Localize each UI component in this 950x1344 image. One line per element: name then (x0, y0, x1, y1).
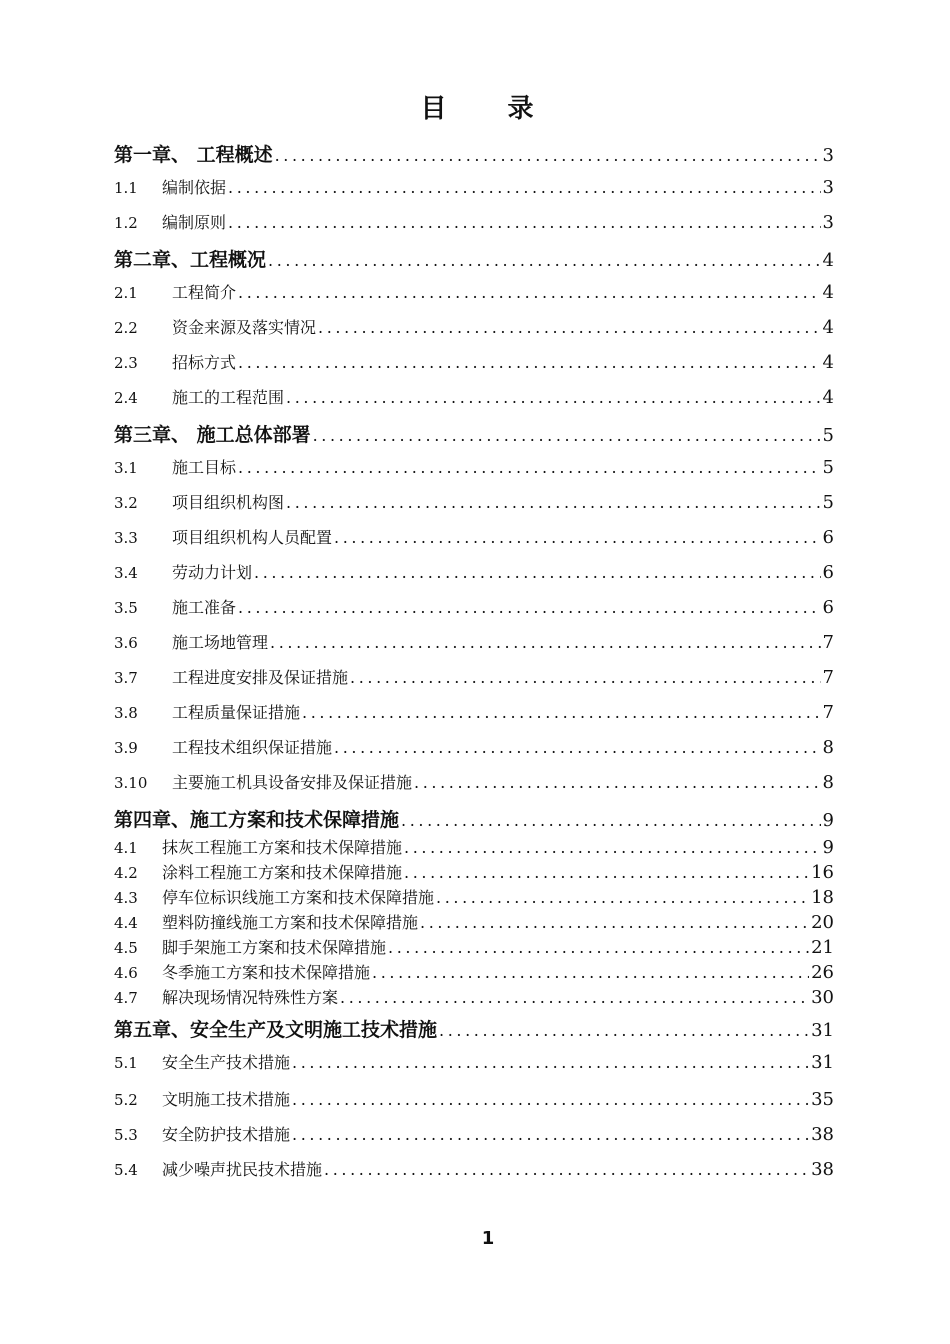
toc-entry-label: 脚手架施工方案和技术保障措施 (162, 938, 387, 957)
toc-page-number: 3 (822, 145, 834, 166)
dot-leader (238, 458, 821, 477)
toc-page-number: 3 (822, 212, 834, 233)
toc-chapter-row[interactable] (114, 245, 834, 272)
toc-entry-label: 涂料工程施工方案和技术保障措施 (162, 863, 403, 882)
dot-leader (286, 493, 821, 512)
toc-page-number: 3 (822, 177, 834, 198)
dot-leader (292, 1125, 809, 1144)
dot-leader (404, 863, 809, 882)
toc-section-row[interactable] (114, 175, 834, 198)
toc-entry-label: 项目组织机构人员配置 (172, 528, 333, 547)
dot-leader (302, 703, 821, 722)
toc-section-row[interactable] (114, 910, 834, 933)
dot-leader (238, 283, 821, 302)
dot-leader (404, 838, 821, 857)
dot-leader (420, 913, 809, 932)
dot-leader (334, 528, 821, 547)
toc-entry-label: 施工场地管理 (172, 633, 269, 652)
section-number: 4.5 (114, 939, 138, 957)
section-number: 3.1 (114, 459, 138, 477)
toc-section-row[interactable] (114, 700, 834, 723)
dot-leader (436, 888, 809, 907)
toc-entry-label: 塑料防撞线施工方案和技术保障措施 (162, 913, 419, 932)
toc-page-number: 6 (822, 597, 834, 618)
toc-section-row[interactable] (114, 1122, 834, 1145)
toc-section-row[interactable] (114, 385, 834, 408)
page-number: 1 (481, 1228, 495, 1249)
toc-section-row[interactable] (114, 630, 834, 653)
section-number: 3.10 (114, 774, 148, 792)
toc-section-row[interactable] (114, 935, 834, 958)
toc-page-number: 7 (822, 702, 834, 723)
toc-page-number: 18 (811, 887, 834, 908)
toc-entry-label: 项目组织机构图 (172, 493, 285, 512)
toc-section-row[interactable] (114, 210, 834, 233)
toc-entry-label: 第四章、施工方案和技术保障措施 (114, 809, 400, 831)
toc-entry-label: 抹灰工程施工方案和技术保障措施 (162, 838, 403, 857)
toc-section-row[interactable] (114, 1050, 834, 1073)
section-number: 3.3 (114, 529, 138, 547)
dot-leader (372, 963, 809, 982)
toc-entry-label: 第一章、 工程概述 (114, 144, 273, 166)
toc-page-number: 9 (822, 810, 834, 831)
toc-page-number: 4 (822, 250, 834, 271)
toc-section-row[interactable] (114, 960, 834, 983)
toc-page-number: 4 (822, 282, 834, 303)
toc-section-row[interactable] (114, 885, 834, 908)
toc-page-number: 20 (811, 912, 834, 933)
toc-chapter-row[interactable] (114, 140, 834, 167)
section-number: 3.7 (114, 669, 138, 687)
toc-page-number: 6 (822, 562, 834, 583)
toc-entry-label: 编制原则 (162, 213, 227, 232)
toc-section-row[interactable] (114, 315, 834, 338)
toc-section-row[interactable] (114, 490, 834, 513)
toc-page-number: 26 (811, 962, 834, 983)
dot-leader (324, 1160, 809, 1179)
dot-leader (401, 811, 821, 830)
dot-leader (228, 178, 821, 197)
toc-page-number: 31 (811, 1020, 834, 1041)
toc-page-number: 5 (822, 457, 834, 478)
toc-entry-label: 文明施工技术措施 (162, 1090, 291, 1109)
toc-entry-label: 主要施工机具设备安排及保证措施 (172, 773, 413, 792)
section-number: 1.1 (114, 179, 138, 197)
section-number: 4.7 (114, 989, 138, 1007)
toc-chapter-row[interactable] (114, 805, 834, 832)
dot-leader (340, 988, 809, 1007)
section-number: 4.3 (114, 889, 138, 907)
toc-page-number: 16 (811, 862, 834, 883)
toc-section-row[interactable] (114, 350, 834, 373)
toc-entry-label: 施工的工程范围 (172, 388, 285, 407)
section-number: 2.3 (114, 354, 138, 372)
toc-page-number: 4 (822, 387, 834, 408)
dot-leader (286, 388, 821, 407)
section-number: 2.4 (114, 389, 138, 407)
section-number: 3.2 (114, 494, 138, 512)
dot-leader (238, 598, 821, 617)
toc-page-number: 38 (811, 1124, 834, 1145)
toc-entry-label: 劳动力计划 (172, 563, 253, 582)
toc-entry-label: 招标方式 (172, 353, 237, 372)
dot-leader (270, 633, 821, 652)
section-number: 2.2 (114, 319, 138, 337)
dot-leader (275, 146, 821, 165)
dot-leader (313, 426, 821, 445)
section-number: 3.9 (114, 739, 138, 757)
toc-section-row[interactable] (114, 595, 834, 618)
section-number: 4.2 (114, 864, 138, 882)
section-number: 5.4 (114, 1161, 138, 1179)
section-number: 3.4 (114, 564, 138, 582)
toc-page-number: 30 (811, 987, 834, 1008)
toc-section-row[interactable] (114, 1157, 834, 1180)
section-number: 3.8 (114, 704, 138, 722)
toc-entry-label: 工程质量保证措施 (172, 703, 301, 722)
toc-section-row[interactable] (114, 985, 834, 1008)
toc-page-number: 4 (822, 317, 834, 338)
dot-leader (238, 353, 821, 372)
toc-section-row[interactable] (114, 525, 834, 548)
toc-section-row[interactable] (114, 455, 834, 478)
toc-section-row[interactable] (114, 560, 834, 583)
toc-chapter-row[interactable] (114, 1015, 834, 1042)
toc-section-row[interactable] (114, 735, 834, 758)
toc-page-number: 7 (822, 632, 834, 653)
toc-entry-label: 施工准备 (172, 598, 237, 617)
dot-leader (268, 251, 821, 270)
toc-title: 目 录 (420, 94, 560, 124)
toc-section-row[interactable] (114, 835, 834, 858)
dot-leader (439, 1021, 809, 1040)
toc-page-number: 7 (822, 667, 834, 688)
toc-page-number: 6 (822, 527, 834, 548)
toc-entry-label: 解决现场情况特殊性方案 (162, 988, 339, 1007)
toc-page-number: 5 (822, 492, 834, 513)
toc-entry-label: 停车位标识线施工方案和技术保障措施 (162, 888, 435, 907)
toc-page-number: 31 (811, 1052, 834, 1073)
toc-page-number: 5 (822, 425, 834, 446)
toc-section-row[interactable] (114, 860, 834, 883)
toc-section-row[interactable] (114, 280, 834, 303)
toc-entry-label: 工程简介 (172, 283, 237, 302)
toc-entry-label: 减少噪声扰民技术措施 (162, 1160, 323, 1179)
toc-page-number: 8 (822, 772, 834, 793)
toc-page-number: 9 (822, 837, 834, 858)
section-number: 5.3 (114, 1126, 138, 1144)
dot-leader (292, 1053, 809, 1072)
toc-section-row[interactable] (114, 1087, 834, 1110)
toc-section-row[interactable] (114, 770, 834, 793)
toc-page-number: 8 (822, 737, 834, 758)
section-number: 4.1 (114, 839, 138, 857)
toc-entry-label: 第二章、工程概况 (114, 249, 267, 271)
toc-entry-label: 第三章、 施工总体部署 (114, 424, 311, 446)
toc-entry-label: 冬季施工方案和技术保障措施 (162, 963, 371, 982)
section-number: 1.2 (114, 214, 138, 232)
toc-page-number: 38 (811, 1159, 834, 1180)
toc-chapter-row[interactable] (114, 420, 834, 447)
section-number: 5.1 (114, 1054, 138, 1072)
section-number: 4.4 (114, 914, 138, 932)
dot-leader (388, 938, 809, 957)
toc-entry-label: 安全防护技术措施 (162, 1125, 291, 1144)
section-number: 3.5 (114, 599, 138, 617)
toc-entry-label: 安全生产技术措施 (162, 1053, 291, 1072)
section-number: 3.6 (114, 634, 138, 652)
dot-leader (254, 563, 821, 582)
toc-page-number: 35 (811, 1089, 834, 1110)
toc-entry-label: 资金来源及落实情况 (172, 318, 317, 337)
dot-leader (414, 773, 821, 792)
toc-page-number: 21 (811, 937, 834, 958)
toc-entry-label: 施工目标 (172, 458, 237, 477)
section-number: 5.2 (114, 1091, 138, 1109)
toc-entry-label: 编制依据 (162, 178, 227, 197)
dot-leader (228, 213, 821, 232)
dot-leader (318, 318, 821, 337)
toc-entry-label: 工程进度安排及保证措施 (172, 668, 349, 687)
toc-section-row[interactable] (114, 665, 834, 688)
toc-page-number: 4 (822, 352, 834, 373)
toc-entry-label: 第五章、安全生产及文明施工技术措施 (114, 1019, 438, 1041)
section-number: 2.1 (114, 284, 138, 302)
toc-entry-label: 工程技术组织保证措施 (172, 738, 333, 757)
section-number: 4.6 (114, 964, 138, 982)
dot-leader (350, 668, 821, 687)
dot-leader (292, 1090, 809, 1109)
dot-leader (334, 738, 821, 757)
